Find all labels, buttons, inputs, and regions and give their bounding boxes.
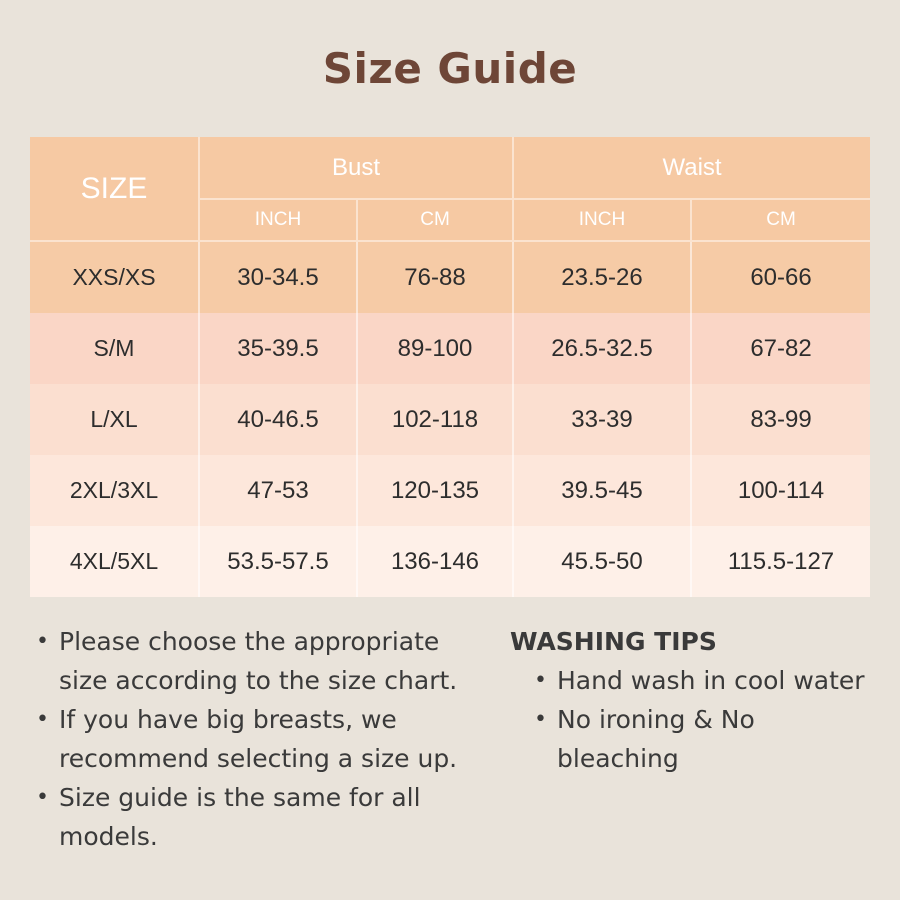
note-text: Size guide is the same for all models. [59, 783, 421, 851]
size-cell: 4XL/5XL [30, 526, 199, 597]
washing-tips-list [534, 661, 884, 778]
table-cell: 120-135 [357, 455, 513, 526]
size-cell: S/M [30, 313, 199, 384]
table-cell: 76-88 [357, 241, 513, 313]
unit-header: INCH [513, 199, 691, 241]
bullet-icon: • [36, 707, 49, 732]
table-header-row [30, 137, 870, 199]
table-row [30, 313, 870, 384]
size-cell: 2XL/3XL [30, 455, 199, 526]
table-row [30, 455, 870, 526]
table-row [30, 526, 870, 597]
bullet-icon: • [36, 785, 49, 810]
table-cell: 35-39.5 [199, 313, 357, 384]
size-cell: XXS/XS [30, 241, 199, 313]
list-item [534, 700, 884, 778]
page-title: Size Guide [322, 44, 578, 93]
list-item [36, 622, 476, 700]
table-cell: 39.5-45 [513, 455, 691, 526]
list-item [36, 700, 476, 778]
unit-header: CM [691, 199, 870, 241]
tip-text: Hand wash in cool water [557, 666, 865, 695]
tip-text: No ironing & No bleaching [557, 705, 755, 773]
note-text: Please choose the appropriate size according to the size chart. [59, 627, 458, 695]
table-cell: 115.5-127 [691, 526, 870, 597]
table-row [30, 384, 870, 455]
size-notes-list [36, 622, 476, 856]
washing-tips-heading: WASHING TIPS [510, 627, 717, 656]
table-cell: 23.5-26 [513, 241, 691, 313]
table-cell: 60-66 [691, 241, 870, 313]
bullet-icon: • [534, 707, 547, 732]
table-cell: 100-114 [691, 455, 870, 526]
table-cell: 102-118 [357, 384, 513, 455]
table-cell: 26.5-32.5 [513, 313, 691, 384]
bust-group-header: Bust [199, 137, 513, 199]
list-item [534, 661, 884, 700]
table-cell: 89-100 [357, 313, 513, 384]
table-cell: 30-34.5 [199, 241, 357, 313]
table-cell: 40-46.5 [199, 384, 357, 455]
unit-header: CM [357, 199, 513, 241]
bullet-icon: • [36, 629, 49, 654]
table-cell: 67-82 [691, 313, 870, 384]
size-column-header: SIZE [30, 137, 199, 241]
note-text: If you have big breasts, we recommend selecting a size up. [59, 705, 458, 773]
table-cell: 136-146 [357, 526, 513, 597]
table-cell: 53.5-57.5 [199, 526, 357, 597]
table-cell: 33-39 [513, 384, 691, 455]
table-cell: 83-99 [691, 384, 870, 455]
waist-group-header: Waist [513, 137, 870, 199]
bullet-icon: • [534, 668, 547, 693]
size-chart-table [30, 137, 870, 597]
list-item [36, 778, 476, 856]
unit-header: INCH [199, 199, 357, 241]
table-cell: 45.5-50 [513, 526, 691, 597]
table-cell: 47-53 [199, 455, 357, 526]
size-cell: L/XL [30, 384, 199, 455]
table-row [30, 241, 870, 313]
